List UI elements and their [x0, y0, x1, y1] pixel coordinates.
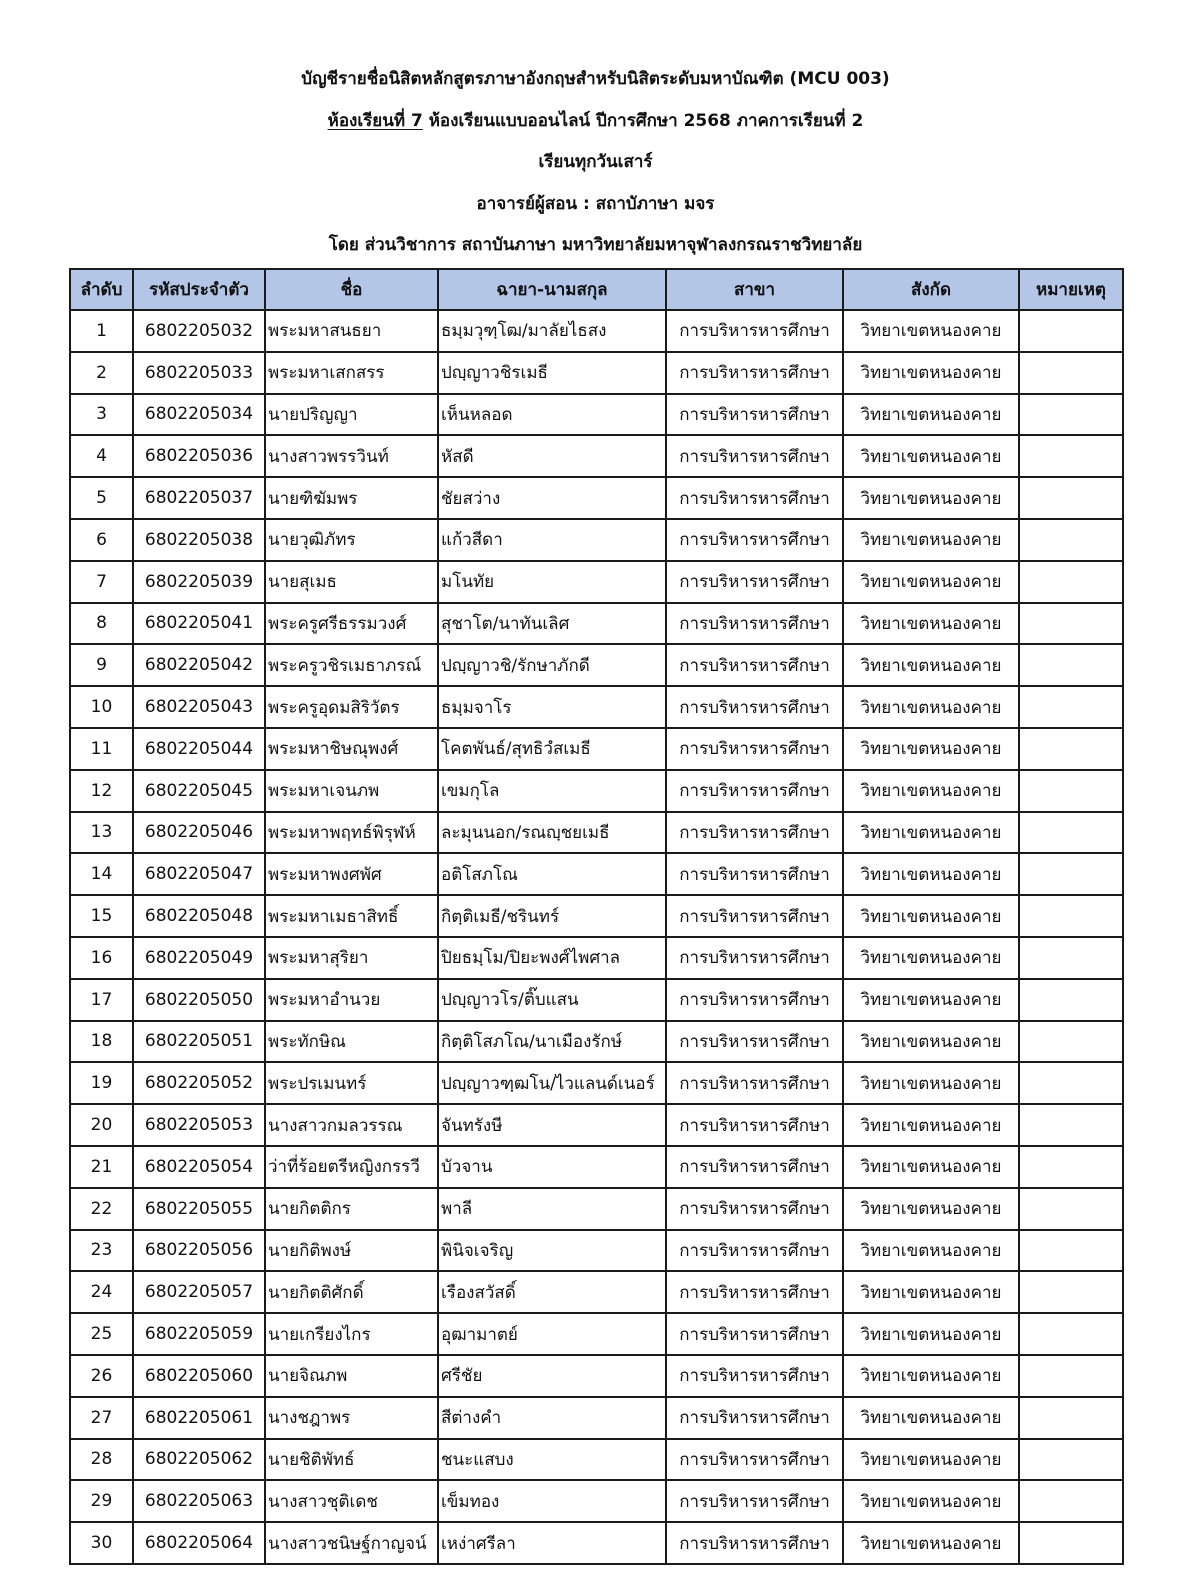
cell-student-id: 6802205033: [133, 352, 265, 394]
cell-surname: อุฒามาตย์: [438, 1313, 666, 1355]
cell-student-id: 6802205042: [133, 644, 265, 686]
classroom-detail: ห้องเรียนแบบออนไลน์ ปีการศึกษา 2568 ภาคการเรียนที่ 2: [422, 110, 864, 131]
cell-campus: วิทยาเขตหนองคาย: [843, 1480, 1019, 1522]
table-row: [70, 937, 1123, 979]
cell-student-id: 6802205064: [133, 1522, 265, 1564]
cell-no: 19: [70, 1062, 133, 1104]
cell-name: พระมหาพฤทธ์พิรุฬห์: [265, 812, 438, 854]
cell-no: 24: [70, 1271, 133, 1313]
classroom-line: [0, 102, 1191, 144]
cell-name: พระมหาสนธยา: [265, 310, 438, 352]
cell-major: การบริหารหารศึกษา: [666, 1062, 843, 1104]
cell-surname: เขมกุโล: [438, 770, 666, 812]
cell-surname: กิตฺติโสภโณ/นาเมืองรักษ์: [438, 1021, 666, 1063]
cell-major: การบริหารหารศึกษา: [666, 1146, 843, 1188]
cell-no: 27: [70, 1397, 133, 1439]
cell-no: 3: [70, 394, 133, 436]
column-header-name: ชื่อ: [265, 269, 438, 310]
cell-campus: วิทยาเขตหนองคาย: [843, 812, 1019, 854]
cell-campus: วิทยาเขตหนองคาย: [843, 310, 1019, 352]
cell-major: การบริหารหารศึกษา: [666, 352, 843, 394]
cell-major: การบริหารหารศึกษา: [666, 1480, 843, 1522]
column-header-no: ลำดับ: [70, 269, 133, 310]
cell-note: [1019, 519, 1123, 561]
table-row: [70, 1522, 1123, 1564]
cell-surname: ละมุนนอก/รณญฺชยเมธี: [438, 812, 666, 854]
instructor-line: อาจารย์ผู้สอน : สถาบัภาษา มจร: [476, 193, 715, 214]
table-row: [70, 394, 1123, 436]
table-row: [70, 1480, 1123, 1522]
cell-campus: วิทยาเขตหนองคาย: [843, 1230, 1019, 1272]
cell-student-id: 6802205060: [133, 1355, 265, 1397]
table-row: [70, 1146, 1123, 1188]
cell-student-id: 6802205044: [133, 728, 265, 770]
table-row: [70, 1271, 1123, 1313]
cell-major: การบริหารหารศึกษา: [666, 1021, 843, 1063]
table-row: [70, 519, 1123, 561]
cell-major: การบริหารหารศึกษา: [666, 728, 843, 770]
cell-surname: กิตฺติเมธี/ชรินทร์: [438, 895, 666, 937]
cell-major: การบริหารหารศึกษา: [666, 1397, 843, 1439]
cell-name: นายปริญญา: [265, 394, 438, 436]
cell-surname: จันทรังษี: [438, 1104, 666, 1146]
cell-major: การบริหารหารศึกษา: [666, 1522, 843, 1564]
cell-name: นายกิตติศักดิ์: [265, 1271, 438, 1313]
cell-note: [1019, 728, 1123, 770]
table-row: [70, 1355, 1123, 1397]
cell-student-id: 6802205038: [133, 519, 265, 561]
table-row: [70, 812, 1123, 854]
cell-surname: แก้วสีดา: [438, 519, 666, 561]
cell-note: [1019, 1146, 1123, 1188]
cell-name: พระครูอุดมสิริวัตร: [265, 686, 438, 728]
cell-name: นายฑิฆัมพร: [265, 477, 438, 519]
cell-no: 22: [70, 1188, 133, 1230]
cell-surname: หัสดี: [438, 435, 666, 477]
cell-no: 28: [70, 1439, 133, 1481]
table-row: [70, 561, 1123, 603]
cell-note: [1019, 1271, 1123, 1313]
cell-no: 16: [70, 937, 133, 979]
cell-campus: วิทยาเขตหนองคาย: [843, 770, 1019, 812]
cell-campus: วิทยาเขตหนองคาย: [843, 394, 1019, 436]
cell-campus: วิทยาเขตหนองคาย: [843, 1062, 1019, 1104]
cell-major: การบริหารหารศึกษา: [666, 1230, 843, 1272]
cell-student-id: 6802205057: [133, 1271, 265, 1313]
cell-name: พระมหาพงศพัศ: [265, 853, 438, 895]
cell-surname: ธมฺมวุฑฺโฒ/มาลัยไธสง: [438, 310, 666, 352]
cell-surname: ปญฺญาวโร/ติ๊บแสน: [438, 979, 666, 1021]
cell-surname: ธมฺมจาโร: [438, 686, 666, 728]
cell-student-id: 6802205054: [133, 1146, 265, 1188]
cell-student-id: 6802205041: [133, 603, 265, 645]
cell-surname: เข็มทอง: [438, 1480, 666, 1522]
cell-major: การบริหารหารศึกษา: [666, 686, 843, 728]
cell-campus: วิทยาเขตหนองคาย: [843, 1188, 1019, 1230]
cell-surname: ปิยธมฺโม/ปิยะพงศ์ไพศาล: [438, 937, 666, 979]
table-row: [70, 603, 1123, 645]
cell-no: 6: [70, 519, 133, 561]
cell-campus: วิทยาเขตหนองคาย: [843, 435, 1019, 477]
table-row: [70, 1397, 1123, 1439]
student-roster-table: [69, 268, 1124, 1565]
cell-no: 8: [70, 603, 133, 645]
cell-campus: วิทยาเขตหนองคาย: [843, 603, 1019, 645]
cell-name: นางสาวชุติเดช: [265, 1480, 438, 1522]
cell-no: 1: [70, 310, 133, 352]
cell-campus: วิทยาเขตหนองคาย: [843, 1355, 1019, 1397]
cell-surname: ปญฺญาวชิรเมธี: [438, 352, 666, 394]
table-row: [70, 895, 1123, 937]
cell-student-id: 6802205051: [133, 1021, 265, 1063]
cell-no: 26: [70, 1355, 133, 1397]
cell-note: [1019, 1021, 1123, 1063]
cell-no: 25: [70, 1313, 133, 1355]
cell-campus: วิทยาเขตหนองคาย: [843, 519, 1019, 561]
cell-student-id: 6802205056: [133, 1230, 265, 1272]
cell-name: นางสาวกมลวรรณ: [265, 1104, 438, 1146]
table-row: [70, 352, 1123, 394]
cell-major: การบริหารหารศึกษา: [666, 770, 843, 812]
cell-no: 18: [70, 1021, 133, 1063]
cell-campus: วิทยาเขตหนองคาย: [843, 1104, 1019, 1146]
cell-student-id: 6802205048: [133, 895, 265, 937]
cell-surname: ชนะแสบง: [438, 1439, 666, 1481]
cell-major: การบริหารหารศึกษา: [666, 310, 843, 352]
cell-note: [1019, 770, 1123, 812]
table-row: [70, 1188, 1123, 1230]
table-row: [70, 1439, 1123, 1481]
cell-name: นายชิติพัทธ์: [265, 1439, 438, 1481]
cell-name: นายจิณภพ: [265, 1355, 438, 1397]
cell-name: นายเกรียงไกร: [265, 1313, 438, 1355]
cell-name: นายกิตติกร: [265, 1188, 438, 1230]
cell-no: 12: [70, 770, 133, 812]
cell-no: 15: [70, 895, 133, 937]
cell-no: 30: [70, 1522, 133, 1564]
cell-note: [1019, 895, 1123, 937]
table-row: [70, 853, 1123, 895]
cell-note: [1019, 1439, 1123, 1481]
cell-no: 7: [70, 561, 133, 603]
cell-note: [1019, 603, 1123, 645]
cell-surname: ชัยสว่าง: [438, 477, 666, 519]
cell-no: 21: [70, 1146, 133, 1188]
column-header-note: หมายเหตุ: [1019, 269, 1123, 310]
organizer-line: โดย ส่วนวิชาการ สถาบันภาษา มหาวิทยาลัยมหาจุฬาลงกรณราชวิทยาลัย: [328, 235, 863, 255]
cell-surname: เหง่าศรีลา: [438, 1522, 666, 1564]
cell-campus: วิทยาเขตหนองคาย: [843, 1439, 1019, 1481]
cell-note: [1019, 1062, 1123, 1104]
cell-campus: วิทยาเขตหนองคาย: [843, 644, 1019, 686]
cell-note: [1019, 979, 1123, 1021]
cell-no: 5: [70, 477, 133, 519]
cell-note: [1019, 310, 1123, 352]
cell-surname: พาลี: [438, 1188, 666, 1230]
cell-campus: วิทยาเขตหนองคาย: [843, 477, 1019, 519]
cell-student-id: 6802205055: [133, 1188, 265, 1230]
cell-major: การบริหารหารศึกษา: [666, 1439, 843, 1481]
table-row: [70, 1230, 1123, 1272]
cell-student-id: 6802205047: [133, 853, 265, 895]
cell-name: พระปรเมนทร์: [265, 1062, 438, 1104]
cell-major: การบริหารหารศึกษา: [666, 1104, 843, 1146]
cell-campus: วิทยาเขตหนองคาย: [843, 352, 1019, 394]
cell-student-id: 6802205039: [133, 561, 265, 603]
cell-student-id: 6802205045: [133, 770, 265, 812]
cell-surname: เห็นหลอด: [438, 394, 666, 436]
table-row: [70, 310, 1123, 352]
cell-note: [1019, 937, 1123, 979]
column-header-id: รหัสประจำตัว: [133, 269, 265, 310]
cell-student-id: 6802205049: [133, 937, 265, 979]
table-row: [70, 435, 1123, 477]
cell-note: [1019, 1188, 1123, 1230]
cell-no: 10: [70, 686, 133, 728]
cell-major: การบริหารหารศึกษา: [666, 895, 843, 937]
cell-student-id: 6802205036: [133, 435, 265, 477]
table-row: [70, 770, 1123, 812]
cell-note: [1019, 1230, 1123, 1272]
cell-campus: วิทยาเขตหนองคาย: [843, 895, 1019, 937]
cell-major: การบริหารหารศึกษา: [666, 1271, 843, 1313]
table-row: [70, 1104, 1123, 1146]
cell-student-id: 6802205063: [133, 1480, 265, 1522]
cell-campus: วิทยาเขตหนองคาย: [843, 1021, 1019, 1063]
column-header-campus: สังกัด: [843, 269, 1019, 310]
cell-major: การบริหารหารศึกษา: [666, 519, 843, 561]
cell-surname: สีต่างคำ: [438, 1397, 666, 1439]
cell-no: 29: [70, 1480, 133, 1522]
cell-surname: สุชาโต/นาทันเลิศ: [438, 603, 666, 645]
cell-campus: วิทยาเขตหนองคาย: [843, 937, 1019, 979]
table-row: [70, 1313, 1123, 1355]
table-row: [70, 1062, 1123, 1104]
schedule-line: เรียนทุกวันเสาร์: [538, 152, 653, 172]
cell-no: 4: [70, 435, 133, 477]
cell-campus: วิทยาเขตหนองคาย: [843, 979, 1019, 1021]
cell-note: [1019, 686, 1123, 728]
table-row: [70, 728, 1123, 770]
cell-note: [1019, 1480, 1123, 1522]
cell-student-id: 6802205032: [133, 310, 265, 352]
cell-note: [1019, 1313, 1123, 1355]
cell-name: พระมหาเสกสรร: [265, 352, 438, 394]
cell-student-id: 6802205059: [133, 1313, 265, 1355]
cell-name: นางสาวชนิษฐ์กาญจน์: [265, 1522, 438, 1564]
column-header-major: สาขา: [666, 269, 843, 310]
cell-surname: ศรีชัย: [438, 1355, 666, 1397]
cell-campus: วิทยาเขตหนองคาย: [843, 561, 1019, 603]
cell-no: 13: [70, 812, 133, 854]
cell-no: 9: [70, 644, 133, 686]
cell-surname: มโนทัย: [438, 561, 666, 603]
cell-campus: วิทยาเขตหนองคาย: [843, 853, 1019, 895]
cell-student-id: 6802205043: [133, 686, 265, 728]
cell-note: [1019, 644, 1123, 686]
cell-name: นางชฎาพร: [265, 1397, 438, 1439]
cell-name: นายกิติพงษ์: [265, 1230, 438, 1272]
cell-surname: พินิจเจริญ: [438, 1230, 666, 1272]
document-title: บัญชีรายชื่อนิสิตหลักสูตรภาษาอังกฤษสำหรับนิสิตระดับมหาบัณฑิต (MCU 003): [301, 69, 890, 89]
column-header-surname: ฉายา-นามสกุล: [438, 269, 666, 310]
cell-student-id: 6802205046: [133, 812, 265, 854]
cell-major: การบริหารหารศึกษา: [666, 1188, 843, 1230]
cell-student-id: 6802205052: [133, 1062, 265, 1104]
table-row: [70, 1021, 1123, 1063]
cell-note: [1019, 352, 1123, 394]
cell-campus: วิทยาเขตหนองคาย: [843, 686, 1019, 728]
cell-name: พระมหาสุริยา: [265, 937, 438, 979]
cell-campus: วิทยาเขตหนองคาย: [843, 1146, 1019, 1188]
cell-campus: วิทยาเขตหนองคาย: [843, 1313, 1019, 1355]
cell-no: 23: [70, 1230, 133, 1272]
table-row: [70, 477, 1123, 519]
table-body: [70, 310, 1123, 1564]
cell-name: พระมหาเมธาสิทธิ์: [265, 895, 438, 937]
document-header: [0, 60, 1191, 268]
cell-surname: ปญฺญาวฑฺฒโน/ไวแลนด์เนอร์: [438, 1062, 666, 1104]
cell-name: พระครูวชิรเมธาภรณ์: [265, 644, 438, 686]
cell-campus: วิทยาเขตหนองคาย: [843, 1271, 1019, 1313]
cell-major: การบริหารหารศึกษา: [666, 644, 843, 686]
cell-no: 11: [70, 728, 133, 770]
cell-note: [1019, 477, 1123, 519]
cell-name: นายสุเมธ: [265, 561, 438, 603]
cell-student-id: 6802205053: [133, 1104, 265, 1146]
cell-note: [1019, 853, 1123, 895]
cell-no: 14: [70, 853, 133, 895]
classroom-number: ห้องเรียนที่ 7: [327, 110, 423, 131]
cell-surname: อติโสภโณ: [438, 853, 666, 895]
cell-note: [1019, 1522, 1123, 1564]
table-row: [70, 686, 1123, 728]
cell-note: [1019, 435, 1123, 477]
cell-note: [1019, 561, 1123, 603]
cell-student-id: 6802205061: [133, 1397, 265, 1439]
cell-name: พระมหาอำนวย: [265, 979, 438, 1021]
cell-major: การบริหารหารศึกษา: [666, 603, 843, 645]
cell-student-id: 6802205034: [133, 394, 265, 436]
cell-name: นายวุฒิภัทร: [265, 519, 438, 561]
table-header-row: [70, 269, 1123, 310]
cell-major: การบริหารหารศึกษา: [666, 979, 843, 1021]
cell-major: การบริหารหารศึกษา: [666, 477, 843, 519]
table-row: [70, 979, 1123, 1021]
cell-campus: วิทยาเขตหนองคาย: [843, 728, 1019, 770]
cell-major: การบริหารหารศึกษา: [666, 853, 843, 895]
cell-name: พระมหาชิษณุพงศ์: [265, 728, 438, 770]
cell-major: การบริหารหารศึกษา: [666, 1355, 843, 1397]
cell-student-id: 6802205050: [133, 979, 265, 1021]
cell-name: พระครูศรีธรรมวงศ์: [265, 603, 438, 645]
cell-surname: โคตพันธ์/สุทธิวํสเมธี: [438, 728, 666, 770]
cell-name: พระทักษิณ: [265, 1021, 438, 1063]
cell-note: [1019, 1355, 1123, 1397]
cell-major: การบริหารหารศึกษา: [666, 937, 843, 979]
cell-name: พระมหาเจนภพ: [265, 770, 438, 812]
cell-note: [1019, 812, 1123, 854]
cell-student-id: 6802205062: [133, 1439, 265, 1481]
cell-name: นางสาวพรรวินท์: [265, 435, 438, 477]
cell-note: [1019, 1104, 1123, 1146]
cell-note: [1019, 394, 1123, 436]
cell-name: ว่าที่ร้อยตรีหญิงกรรวี: [265, 1146, 438, 1188]
cell-major: การบริหารหารศึกษา: [666, 1313, 843, 1355]
cell-major: การบริหารหารศึกษา: [666, 812, 843, 854]
cell-surname: ปญฺญาวชิ/รักษาภักดี: [438, 644, 666, 686]
cell-major: การบริหารหารศึกษา: [666, 394, 843, 436]
cell-campus: วิทยาเขตหนองคาย: [843, 1397, 1019, 1439]
table-row: [70, 644, 1123, 686]
cell-campus: วิทยาเขตหนองคาย: [843, 1522, 1019, 1564]
cell-surname: บัวจาน: [438, 1146, 666, 1188]
cell-student-id: 6802205037: [133, 477, 265, 519]
cell-major: การบริหารหารศึกษา: [666, 435, 843, 477]
cell-no: 20: [70, 1104, 133, 1146]
cell-surname: เรืองสวัสดิ์: [438, 1271, 666, 1313]
cell-note: [1019, 1397, 1123, 1439]
cell-no: 2: [70, 352, 133, 394]
cell-no: 17: [70, 979, 133, 1021]
cell-major: การบริหารหารศึกษา: [666, 561, 843, 603]
